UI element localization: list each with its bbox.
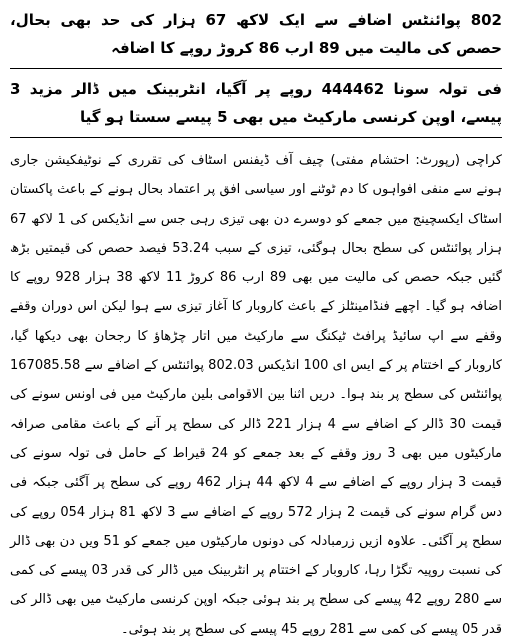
article-body: کراچی (رپورٹ: احتشام مفتی) چیف آف ڈیفنس اسٹاف کی تقرری کے نوٹیفکیشن جاری ہونے سے منفی افواہوں کا دم ٹوٹنے اور سیاسی افق پر اعتماد بحال ہونے کے باعث پاکستان اسٹاک ایکسچینج میں جمعے کو دوسرے دن بھی تیزی رہی جس سے انڈیکس کی 1 لاکھ 67 ہزار پوائنٹس کی سطح بحال ہوگئی، تیزی کے سبب 53.24 فیصد حصص کی قیمتیں بڑھ گئیں جبکہ حصص کی مالیت میں بھی 89 ارب 86 کروڑ 11 لاکھ 38 ہزار 928 روپے کا اضافہ ہو گیا۔ اچھے فنڈامینٹلز کے باعث کاروبار کا آغاز تیزی سے ہوا لیکن اس دوران وقفے وقفے سے اپ سائیڈ پرافٹ ٹیکنگ سے مارکیٹ میں اتار چڑھاؤ کا رجحان بھی دیکھا گیا، کاروبار کے اختتام پر کے ایس ای 100 انڈیکس 802.03 پوائنٹس کے اضافے سے 167085.58 پوائنٹس کی سطح پر بند ہوا۔ دریں اثنا بین الاقوامی بلین مارکیٹ میں فی اونس سونے کی قیمت 30 ڈالر کے اضافے سے 4 ہزار 221 ڈالر کی سطح پر آنے کے باعث مقامی صرافہ مارکیٹوں میں بھی 3 روز وقفے کے بعد جمعے کو 24 قیراط کے حامل فی تولہ سونے کی قیمت 3 ہزار روپے کے اضافے سے 4 لاکھ 44 ہزار 462 روپے کی سطح پر آگئی جبکہ فی دس گرام سونے کی قیمت 2 ہزار 572 روپے کے اضافے سے 3 لاکھ 81 ہزار 054 روپے کی سطح پر آگئی۔ علاوہ ازیں زرمبادلہ کی دونوں مارکیٹوں میں جمعے کو 51 ویں دن بھی ڈالر کی نسبت روپیہ تگڑا رہا، کاروبار کے اختتام پر انٹربینک میں ڈالر کی قدر 03 پیسے کی کمی سے 280 روپے 42 پیسے کی سطح پر بند ہوئی جبکہ اوپن کرنسی مارکیٹ میں بھی ڈالر کی قدر 05 پیسے کی کمی سے 281 روپے 45 پیسے کی سطح پر بند ہوئی۔ <box>10 153 503 637</box>
subheadline: فی تولہ سونا 444462 روپے پر آگیا، انٹربینک میں ڈالر مزید 3 پیسے، اوپن کرنسی مارکیٹ میں بھی 5 پیسے سستا ہو گیا <box>10 80 502 126</box>
divider-bottom <box>10 137 502 138</box>
divider-top <box>10 68 502 69</box>
headline: 802 پوائنٹس اضافے سے ایک لاکھ 67 ہزار کی حد بھی بحال، حصص کی مالیت میں 89 ارب 86 کروڑ روپے کا اضافہ <box>10 11 502 57</box>
